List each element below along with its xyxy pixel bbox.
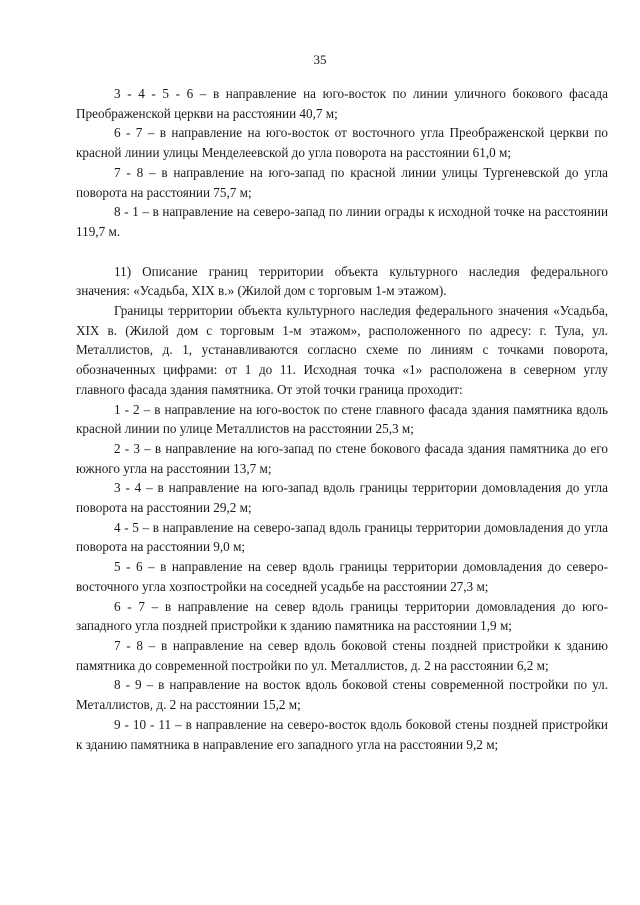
paragraph: 6 - 7 – в направление на юго-восток от восточного угла Преображенской церкви по красной линии улицы Менделеевской до угла поворота на расстоянии 61,0 м; xyxy=(76,125,608,161)
paragraph: 7 - 8 – в направление на север вдоль боковой стены поздней пристройки к зданию памятника до современной постройки по ул. Металлистов, д. 2 на расстоянии 6,2 м; xyxy=(76,637,608,673)
paragraph: 1 - 2 – в направление на юго-восток по стене главного фасада здания памятника вдоль красной линии по улице Металлистов на расстоянии 25,3 м; xyxy=(76,401,608,437)
paragraph: 6 - 7 – в направление на север вдоль границы территории домовладения до юго-западного угла поздней пристройки к зданию памятника на расстоянии 1,9 м; xyxy=(76,598,608,634)
document-body xyxy=(76,84,608,754)
page-number: 35 xyxy=(313,52,327,67)
paragraph: 5 - 6 – в направление на север вдоль границы территории домовладения до северо-восточного угла хозпостройки на соседней усадьбе на расстоянии 27,3 м; xyxy=(76,559,608,594)
paragraph: 4 - 5 – в направление на северо-запад вдоль границы территории домовладения до угла поворота на расстоянии 9,0 м; xyxy=(76,519,608,555)
paragraph: 8 - 9 – в направление на восток вдоль боковой стены современной постройки по ул. Металлистов, д. 2 на расстоянии 15,2 м; xyxy=(76,677,608,713)
paragraph: 2 - 3 – в направление на юго-запад по стене бокового фасада здания памятника до его южного угла на расстоянии 13,7 м; xyxy=(76,440,608,476)
paragraph: Границы территории объекта культурного наследия федерального значения «Усадьба, XIX в. (Жилой дом с торговым 1-м этажом», расположенного по адресу: г. Тула, ул. Металлистов, д. 1, устанавливаются согласно схеме по линиям с точками поворота, обозначенных цифрами: от 1 до 11. Исходная точка «1» расположена в северном углу главного фасада здания памятника. От этой точки граница проходит: xyxy=(76,303,608,397)
paragraph: 3 - 4 – в направление на юго-запад вдоль границы территории домовладения до угла поворота на расстоянии 29,2 м; xyxy=(76,480,608,516)
section-heading: 11) Описание границ территории объекта культурного наследия федерального значения: «Усадьба, XIX в.» (Жилой дом с торговым 1-м этажом). xyxy=(76,263,608,299)
paragraph: 8 - 1 – в направление на северо-запад по линии ограды к исходной точке на расстоянии 119,7 м. xyxy=(76,204,608,239)
paragraph: 9 - 10 - 11 – в направление на северо-восток вдоль боковой стены поздней пристройки к зданию памятника в направление его западного угла на расстоянии 9,2 м; xyxy=(76,716,608,752)
paragraph: 3 - 4 - 5 - 6 – в направление на юго-восток по линии уличного бокового фасада Преображенской церкви на расстоянии 40,7 м; xyxy=(76,86,608,121)
paragraph: 7 - 8 – в направление на юго-запад по красной линии улицы Тургеневской до угла поворота на расстоянии 75,7 м; xyxy=(76,164,608,200)
